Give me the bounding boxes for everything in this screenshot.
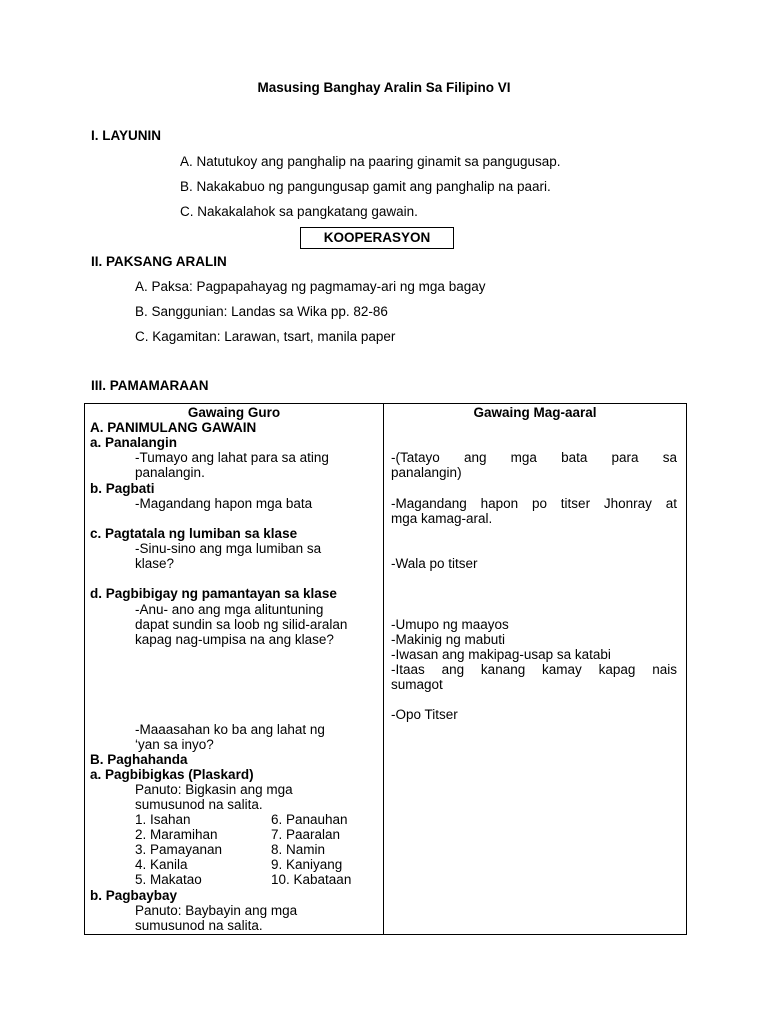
col-header-magaaral: Gawaing Mag-aaral [473,405,597,420]
paghahanda-heading: B. Paghahanda [90,752,188,767]
word-list-item: 1. Isahan [135,812,191,827]
word-list-item: 3. Pamayanan [135,842,223,857]
panalangin-guro-line: panalangin. [135,465,205,480]
pagbibigkas-panuto-line: Panuto: Bigkasin ang mga [135,782,293,797]
panimulang-gawain-heading: A. PANIMULANG GAWAIN [90,420,257,435]
pamantayan-label: d. Pagbibigay ng pamantayan sa klase [90,586,337,601]
col-header-guro: Gawaing Guro [187,405,281,420]
layunin-item-a: A. Natutukoy ang panghalip na paaring ginamit sa pangugusap. [180,154,561,169]
pagbati-magaaral-line: mga kamag-aral. [391,511,493,526]
pamantayan-magaaral-line: -Iwasan ang makipag-usap sa katabi [391,647,611,662]
layunin-item-b: B. Nakakabuo ng pangungusap gamit ang panghalip na paari. [180,179,551,194]
sanggunian-item: B. Sanggunian: Landas sa Wika pp. 82-86 [135,304,388,319]
opo-titser-line: -Opo Titser [391,707,458,722]
pagbaybay-label: b. Pagbaybay [90,888,178,903]
section-heading-layunin: I. LAYUNIN [91,128,162,143]
word-list-item: 4. Kanila [135,857,188,872]
pagbati-magaaral-line: -Magandang hapon po titser Jhonray at [391,496,677,511]
pagtatala-guro-line: klase? [135,556,175,571]
panalangin-label: a. Panalangin [90,435,178,450]
pagbati-guro-line: -Magandang hapon mga bata [135,496,313,511]
pamantayan-guro-line: dapat sundin sa loob ng silid-aralan [135,617,348,632]
pamantayan-magaaral-line: -Itaas ang kanang kamay kapag nais [391,662,677,677]
pamamaraan-table [84,403,687,935]
panalangin-magaaral-line: panalangin) [391,465,462,480]
pagtatala-guro-line: -Sinu-sino ang mga lumiban sa [135,541,322,556]
word-list-item: 5. Makatao [135,872,202,887]
paksa-item: A. Paksa: Pagpapahayag ng pagmamay-ari ng mga bagay [135,279,486,294]
maaasahan-guro-line: ‘yan sa inyo? [135,737,214,752]
page-title: Masusing Banghay Aralin Sa Filipino VI [257,80,511,95]
panalangin-guro-line: -Tumayo ang lahat para sa ating [135,450,329,465]
pagtatala-label: c. Pagtatala ng lumiban sa klase [90,526,298,541]
pagbibigkas-label: a. Pagbibigkas (Plaskard) [90,767,254,782]
pamantayan-magaaral-line: -Makinig ng mabuti [391,632,506,647]
section-heading-pamamaraan: III. PAMAMARAAN [91,378,209,393]
word-list-item: 8. Namin [271,842,326,857]
pagbaybay-panuto-line: sumusunod na salita. [135,918,263,933]
word-list-item: 6. Panauhan [271,812,348,827]
panalangin-magaaral-line: -(Tatayo ang mga bata para sa [391,450,677,465]
word-list-item: 9. Kaniyang [271,857,343,872]
maaasahan-guro-line: -Maaasahan ko ba ang lahat ng [135,722,325,737]
pamantayan-guro-line: -Anu- ano ang mga alituntuning [135,602,324,617]
word-list-item: 2. Maramihan [135,827,218,842]
section-heading-paksang-aralin: II. PAKSANG ARALIN [91,254,227,269]
kagamitan-item: C. Kagamitan: Larawan, tsart, manila paper [135,329,396,344]
pamantayan-magaaral-line: sumagot [391,677,443,692]
pagbaybay-panuto-line: Panuto: Baybayin ang mga [135,903,298,918]
pamantayan-guro-line: kapag nag-umpisa na ang klase? [135,632,334,647]
word-list-item: 10. Kabataan [271,872,352,887]
pamantayan-magaaral-line: -Umupo ng maayos [391,617,509,632]
word-list-item: 7. Paaralan [271,827,341,842]
layunin-item-c: C. Nakakalahok sa pangkatang gawain. [180,204,418,219]
column-divider [383,404,384,934]
value-box: KOOPERASYON [300,227,454,249]
pagtatala-magaaral-line: -Wala po titser [391,556,478,571]
pagbibigkas-panuto-line: sumusunod na salita. [135,797,263,812]
pagbati-label: b. Pagbati [90,481,155,496]
